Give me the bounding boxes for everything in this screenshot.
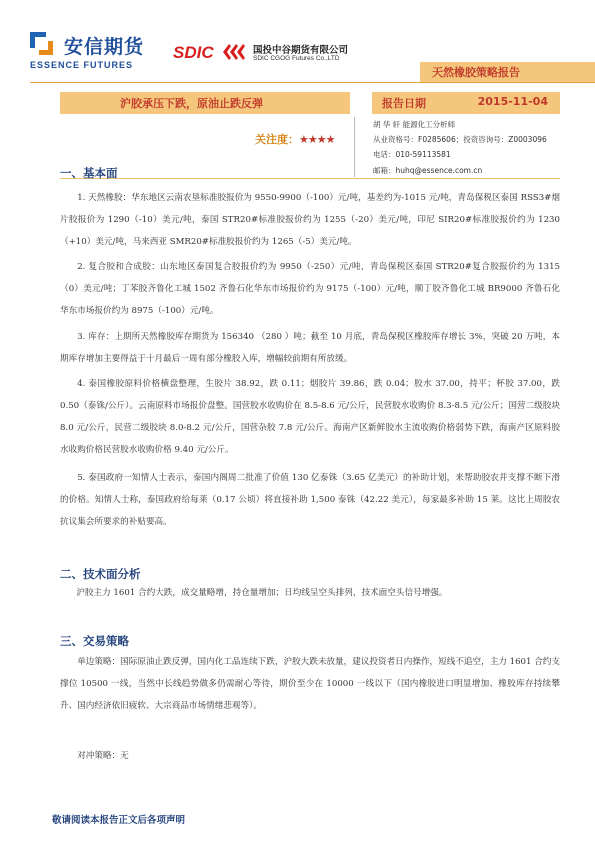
essence-futures-logo bbox=[30, 32, 180, 72]
report-title: 沪胶承压下跌，原油止跌反弹 bbox=[120, 97, 263, 110]
fundamentals-paragraph-1: 1. 天然橡胶：华东地区云南农垦标准胶报价为 9550-9900（-100）元/吨，基差约为-1015 元/吨，青岛保税区泰国 RSS3#烟片胶报价为 1290（-10）美元/吨，泰国 STR20#标准胶报价约为 1255（-20）美元/吨，印尼 SIR20#标准胶报价约为 1230（+10）美元/吨，马来西亚 SMR20#标准胶报价约为 1265（-5）美元/吨。 bbox=[60, 193, 560, 247]
header-divider bbox=[30, 82, 595, 83]
sdic-company-name-cn: 国投中谷期货有限公司 bbox=[253, 45, 349, 56]
section-title-technical: 二、技术面分析 bbox=[60, 567, 141, 581]
section-title-fundamentals: 一、基本面 bbox=[60, 166, 118, 180]
section-title-strategy: 三、交易策略 bbox=[60, 634, 129, 648]
logo-name-en: ESSENCE FUTURES bbox=[30, 60, 134, 70]
fundamentals-paragraph-2: 2. 复合胶和合成胶：山东地区泰国复合胶报价约为 9950（-250）元/吨，青岛保税区泰国 STR20#复合胶报价约为 1315（0）美元/吨；丁苯胶齐鲁化工城 1502 齐鲁石化华东市场报价约为 9175（-100）元/吨，顺丁胶齐鲁化工城 BR9000 齐鲁石化华东市场报价约为 8975（-100）元/吨。 bbox=[60, 262, 560, 316]
report-type-label: 天然橡胶策略报告 bbox=[432, 66, 520, 79]
strategy-paragraph-single: 单边策略：国际原油止跌反弹，国内化工品连续下跌，沪胶大跌未放量，建议投资者日内操作，短线不追空，主力 1601 合约支撑位 10500 一线，当然中长线趋势做多仍需耐心等待，期价至少在 10000 一线以下（国内橡胶进口明显增加、橡胶库存持续攀升、国内经济依旧疲软、大宗商品市场情绪悲观等）。 bbox=[60, 657, 560, 711]
fundamentals-paragraph-4: 4. 泰国橡胶原料价格横盘整理，生胶片 38.92，跌 0.11；烟胶片 39.86，跌 0.04；胶水 37.00，持平；杯胶 37.00，跌 0.50（泰铢/公斤）。云南原料市场报价盘整。国营胶水收购价在 8.5-8.6 元/公斤，民营胶水收购价 8.3-8.5 元/公斤；国营二级胶块 8.0 元/公斤，民营二级胶块 8.0-8.2 元/公斤，国营杂胶 7.8 元/公斤。海南产区新鲜胶水主流收购价格弱势下跌，海南产区原料胶水收购价格民营胶水收购价格 9.40 元/公斤。 bbox=[60, 379, 560, 455]
analyst-license: 从业资格号：F0285606；投资咨询号：Z0003096 bbox=[373, 135, 547, 144]
analyst-name: 胡 华 轩 能源化工分析师 bbox=[373, 120, 456, 129]
attention-rating bbox=[255, 131, 334, 147]
fundamentals-paragraph-5: 5. 泰国政府一知情人士表示，泰国内阁周二批准了价值 130 亿泰铢（3.65 亿美元）的补助计划，来帮助胶农并支撑不断下滑的价格。知情人士称，泰国政府给每莱（0.17 公顷）将直接补助 1,500 泰铢（42.22 美元），每家最多补助 15 莱。这比上周胶农抗议集会所要求的补贴要高。 bbox=[60, 473, 560, 527]
analyst-phone: 电话：010-59113581 bbox=[373, 150, 451, 159]
essence-logo-mark-icon bbox=[30, 32, 58, 60]
contact-divider bbox=[354, 117, 355, 177]
sdic-emblem-icon bbox=[223, 42, 245, 62]
technical-paragraph: 沪胶主力 1601 合约大跌，成交量略增，持仓量增加；日均线呈空头排列，技术面空头信号增强。 bbox=[76, 588, 448, 598]
strategy-paragraph-hedge: 对冲策略：无 bbox=[77, 751, 129, 761]
report-date-value: 2015-11-04 bbox=[477, 95, 548, 108]
star-rating-icon: ★★★★ bbox=[299, 133, 335, 146]
sdic-wordmark: SDIC bbox=[173, 43, 214, 62]
footer-disclaimer: 敬请阅读本报告正文后各项声明 bbox=[52, 815, 186, 826]
analyst-email: 邮箱：huhq@essence.com.cn bbox=[373, 166, 483, 175]
attention-label: 关注度： bbox=[255, 133, 299, 146]
report-date-label: 报告日期 bbox=[382, 97, 426, 110]
sdic-logo bbox=[173, 40, 443, 70]
fundamentals-paragraph-3: 3. 库存：上期所天然橡胶库存期货为 156340 （280 ）吨；截至 10 月底，青岛保税区橡胶库存增长 3%，突破 20 万吨，本期库存增加主要得益于十月最后一周有部分橡胶入库，增幅较前期有所放缓。 bbox=[60, 332, 560, 364]
report-type-banner bbox=[420, 62, 595, 82]
report-title-banner bbox=[60, 92, 350, 114]
sdic-company-name-en: SDIC CGOG Futures Co.,LTD bbox=[253, 55, 340, 62]
report-date-banner bbox=[372, 92, 560, 114]
logo-name-cn: 安信期货 bbox=[64, 36, 145, 58]
body-top-divider bbox=[60, 178, 560, 179]
